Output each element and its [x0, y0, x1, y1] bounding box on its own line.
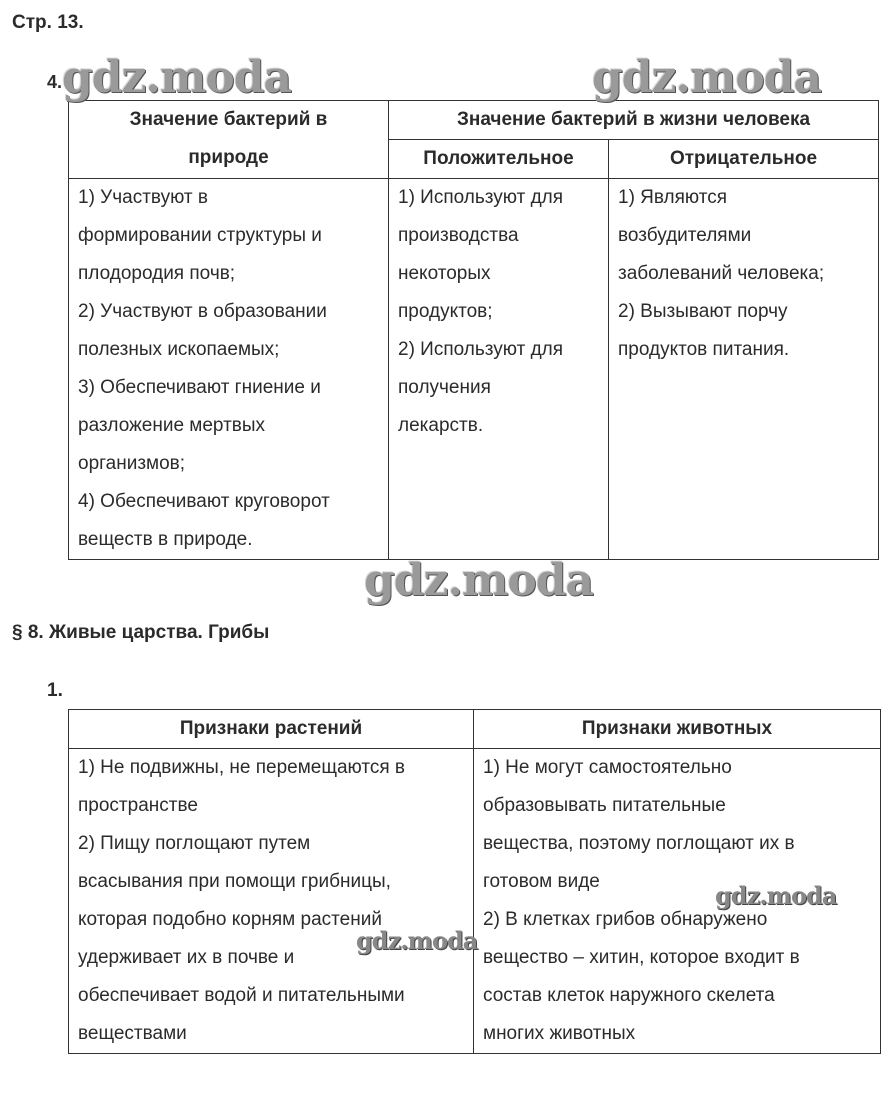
header-human-life: Значение бактерий в жизни человека — [389, 101, 879, 140]
cell-line: продуктов; — [398, 301, 493, 322]
cell-line: веществами — [78, 1023, 187, 1044]
cell-line: полезных ископаемых; — [78, 339, 280, 360]
watermark-logo: gdz.moda — [592, 52, 822, 103]
watermark-logo: gdz.moda — [62, 52, 292, 103]
cell-line: заболеваний человека; — [618, 263, 825, 284]
header-plant-traits: Признаки растений — [69, 710, 474, 749]
nature-cell — [69, 179, 389, 560]
cell-line: 2) Участвуют в образовании — [78, 301, 327, 322]
page-label: Стр. 13. — [12, 12, 84, 33]
bacteria-significance-table — [68, 100, 879, 560]
cell-line: вещество – хитин, которое входит в — [483, 947, 800, 968]
task-1-number: 1. — [47, 680, 63, 701]
cell-line: веществ в природе. — [78, 529, 253, 550]
cell-line: 4) Обеспечивают круговорот — [78, 491, 330, 512]
cell-line: многих животных — [483, 1023, 636, 1044]
cell-line: 1) Не подвижны, не перемещаются в — [78, 757, 406, 778]
header-animal-traits: Признаки животных — [474, 710, 881, 749]
header-nature: Значение бактерий в природе — [69, 101, 389, 179]
negative-cell — [609, 179, 879, 560]
cell-line: образовывать питательные — [483, 795, 726, 816]
cell-line: обеспечивает водой и питательными — [78, 985, 405, 1006]
cell-line: состав клеток наружного скелета — [483, 985, 775, 1006]
cell-line: удерживает их в почве и — [78, 947, 295, 968]
cell-line: плодородия почв; — [78, 263, 236, 284]
cell-line: всасывания при помощи грибницы, — [78, 871, 391, 892]
cell-line: вещества, поэтому поглощают их в — [483, 833, 795, 854]
cell-line: 2) Вызывают порчу — [618, 301, 788, 322]
header-positive: Положительное — [389, 140, 609, 179]
cell-line: производства — [398, 225, 519, 246]
cell-line: 2) Используют для — [398, 339, 564, 360]
cell-line: лекарств. — [398, 415, 484, 436]
watermark-logo: gdz.moda — [356, 926, 478, 955]
cell-line: 2) Пищу поглощают путем — [78, 833, 311, 854]
cell-line: готовом виде — [483, 871, 600, 892]
cell-line: пространстве — [78, 795, 198, 816]
cell-line: разложение мертвых — [78, 415, 266, 436]
cell-line: возбудителями — [618, 225, 752, 246]
task-4-number: 4. — [47, 72, 63, 92]
cell-line: 1) Являются — [618, 187, 728, 208]
watermark-logo: gdz.moda — [715, 881, 837, 910]
cell-line: 1) Участвуют в — [78, 187, 208, 208]
cell-line: 1) Используют для — [398, 187, 564, 208]
header-negative: Отрицательное — [609, 140, 879, 179]
fungi-traits-table — [68, 709, 881, 1054]
cell-line: которая подобно корням растений — [78, 909, 382, 930]
plant-traits-cell — [69, 749, 474, 1054]
animal-traits-cell — [474, 749, 881, 1054]
cell-line: 3) Обеспечивают гниение и — [78, 377, 321, 398]
cell-line: некоторых — [398, 263, 491, 284]
positive-cell — [389, 179, 609, 560]
cell-line: 2) В клетках грибов обнаружено — [483, 909, 768, 930]
cell-line: 1) Не могут самостоятельно — [483, 757, 732, 778]
cell-line: организмов; — [78, 453, 186, 474]
cell-line: получения — [398, 377, 491, 398]
section-title: § 8. Живые царства. Грибы — [12, 622, 270, 643]
cell-line: продуктов питания. — [618, 339, 790, 360]
watermark-logo: gdz.moda — [364, 555, 594, 606]
cell-line: формировании структуры и — [78, 225, 322, 246]
